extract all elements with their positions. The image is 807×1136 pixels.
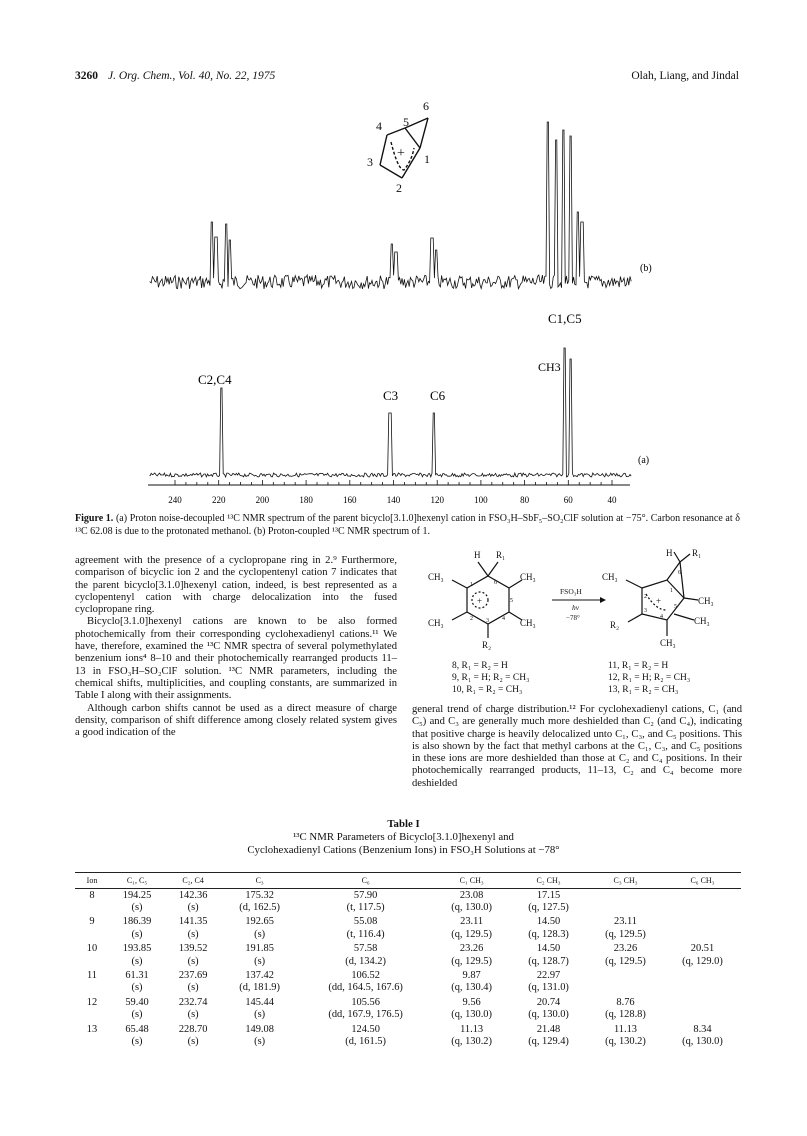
peak-label-c2c4: C2,C4 [198,372,232,387]
def-11: 11, R₁ = R₂ = H [608,661,669,671]
table-cell: 194.25 [122,889,152,901]
table-row [75,941,741,955]
ppm-axis-ticks [168,480,617,505]
peak-label-c1c5: C1,C5 [548,311,582,326]
table-cell [75,982,109,994]
spectrum-a-label: (a) [638,455,650,466]
figure-1 [0,0,807,560]
table-cell [664,982,741,994]
table-cell: 14.50 [536,916,561,928]
table-header-cell: C₂, C4 [165,873,221,889]
table-cell: (q, 128.3) [528,928,569,940]
table-row [75,982,741,994]
arrow-temperature: −78° [566,614,580,622]
journal-citation: J. Org. Chem., Vol. 40, No. 22, 1975 [108,70,276,82]
svg-text:4: 4 [502,616,505,622]
table-cell [75,1035,109,1047]
nmr-parameters-table [75,872,741,1048]
svg-text:5: 5 [510,598,513,604]
table-row [75,1009,741,1021]
table-cell [664,967,741,981]
axis-tick-label: 100 [474,495,488,505]
table-cell: 11.13 [460,1023,484,1035]
table-row [75,1035,741,1047]
svg-text:R₂: R₂ [482,640,492,650]
table-cell: 193.85 [122,943,152,955]
table-cell: (q, 129.0) [682,955,723,967]
bicyclohexenyl-product [626,552,698,636]
table-cell: 149.08 [245,1023,274,1035]
table-cell: 228.70 [178,1023,208,1035]
table-cell: (d, 162.5) [239,902,280,914]
table-cell: 106.52 [351,970,380,982]
table-cell: (dd, 167.9, 176.5) [328,1009,403,1021]
table-cell: (q, 130.0) [528,1009,569,1021]
table-cell: (q, 130.4) [451,982,492,994]
table-row [75,889,741,902]
table-cell: 9 [89,916,95,928]
paragraph-1: agreement with the presence of a cyclopropane ring in 2.⁹ Furthermore, comparison of bicyclic ion 2 and the cyclopentenyl cation 7 indicates that the parent bicyclo[3.1.0]hexenyl cation, indeed, is best represented as a cyclopentenyl cation with charge delocalization into the fused cyclopropane ring. [75,555,397,616]
table-row [75,955,741,967]
axis-tick-label: 220 [211,495,226,505]
table-cell: 14.50 [536,943,561,955]
table-cell: (t, 117.5) [346,902,385,914]
page-number: 3260 [75,70,98,82]
table-cell: 55.08 [353,916,378,928]
table-cell: (s) [131,1009,143,1021]
table-cell: 9.87 [462,970,481,982]
spectrum-b-trace [150,122,631,289]
svg-text:H: H [474,550,481,560]
table-cell: 232.74 [178,996,208,1008]
svg-text:3: 3 [644,608,647,614]
svg-text:CH₃: CH₃ [602,572,618,582]
table-header-cell: C₁ CH₃ [433,873,510,889]
table-cell: (d, 181.9) [239,982,280,994]
table-cell [664,914,741,928]
svg-text:CH₃: CH₃ [520,618,536,628]
table-cell [664,901,741,913]
peak-label-c6: C6 [430,388,446,403]
table-cell: 23.08 [459,889,484,901]
svg-text:CH₃: CH₃ [660,638,676,648]
table-cell: (q, 128.7) [528,955,569,967]
table-cell: (q, 130.0) [451,902,492,914]
table-cell: (q, 131.0) [528,982,569,994]
table-cell: 139.52 [178,943,208,955]
table-row [75,967,741,981]
table-cell: 10 [86,943,98,955]
table-cell: (s) [131,982,143,994]
svg-text:2: 2 [470,616,473,622]
table-cell: 191.85 [245,943,274,955]
svg-text:CH₃: CH₃ [698,596,714,606]
table-cell: 186.39 [122,916,152,928]
right-column-text [412,704,742,790]
svg-text:R₁: R₁ [496,550,506,560]
table-cell: (s) [131,1035,143,1047]
arrow-reagent: FSO₃H [560,587,582,596]
table-cell: 175.32 [245,889,274,901]
svg-text:5: 5 [674,604,677,610]
structure-label-2: 2 [396,181,402,195]
axis-tick-label: 140 [386,495,401,505]
svg-text:+: + [477,596,483,606]
table-cell [664,1009,741,1021]
table-cell: (s) [187,902,199,914]
axis-tick-label: 80 [520,495,530,505]
structure-label-1: 1 [424,152,430,166]
table-header-cell: C₆ CH₃ [664,873,741,889]
structure-label-6: 6 [423,99,429,113]
table-cell: (s) [254,1035,266,1047]
structure-label-5: 5 [403,115,409,129]
product-labels [602,548,714,648]
table-cell: (s) [254,928,266,940]
svg-text:CH₃: CH₃ [428,572,444,582]
table-cell: (s) [131,928,143,940]
table-cell [587,982,664,994]
spectrum-b-label: (b) [640,263,652,274]
table-cell: 57.90 [353,889,378,901]
table-cell: 23.26 [459,943,484,955]
svg-text:1: 1 [470,582,473,588]
table-row [75,994,741,1008]
table-cell: (s) [131,902,143,914]
paragraph-2: Bicyclo[3.1.0]hexenyl cations are known to be also formed photochemically from their corresponding cyclohexadienyl cations.¹¹ We have, therefore, examined the ¹³C NMR spectra of several polymethylated benzenium ions⁴ 8–10 and their photochemically rearranged products 11–13 in FSO₃H–SO₂ClF solution. ¹³C NMR parameters, including the chemical shifts, multiplicities, and coupling constants, are summarized in Table I along with their assignments. [75,616,397,702]
table-cell: 59.40 [125,996,149,1008]
table-cell: (q, 128.8) [605,1009,646,1021]
table-cell: (s) [254,955,266,967]
table-cell: 20.74 [536,996,561,1008]
table-header-cell: C₃ [221,873,298,889]
svg-text:1: 1 [670,588,673,594]
axis-tick-label: 240 [168,495,182,505]
table-cell: 141.35 [178,916,208,928]
table-cell: 23.11 [460,916,484,928]
table-header-cell: C₁, C₅ [109,873,165,889]
axis-tick-label: 180 [299,495,313,505]
table-cell: 8 [89,889,95,901]
table-cell [664,928,741,940]
axis-tick-label: 120 [430,495,444,505]
svg-text:2: 2 [644,594,647,600]
structure-plus: + [397,146,405,161]
table-cell [664,994,741,1008]
axis-tick-label: 200 [255,495,270,505]
table-cell: (q, 130.0) [451,1009,492,1021]
table-cell: 237.69 [178,970,208,982]
arrow-light: hν [572,603,580,612]
table-cell: 13 [86,1023,98,1035]
table-cell [587,967,664,981]
table-row [75,1021,741,1035]
structure-label-4: 4 [376,119,382,133]
table-cell [587,901,664,913]
axis-tick-label: 60 [563,495,573,505]
table-cell [75,955,109,967]
table-cell: (s) [187,928,199,940]
table-cell: 23.26 [613,943,638,955]
running-authors: Olah, Liang, and Jindal [631,70,739,82]
svg-text:4: 4 [660,614,663,620]
table-cell: 9.56 [462,996,481,1008]
table-row [75,914,741,928]
axis-tick-label: 160 [343,495,357,505]
table-cell: (t, 116.4) [346,928,385,940]
svg-text:6: 6 [678,570,681,576]
table-cell: 137.42 [245,970,274,982]
def-9: 9, R₁ = H; R₂ = CH₃ [452,673,530,683]
table-header-cell: C₂ CH₃ [510,873,587,889]
def-13: 13, R₁ = R₂ = CH₃ [608,685,679,695]
table-cell: 65.48 [125,1023,149,1035]
table-cell [587,889,664,902]
table-cell: (s) [187,1009,199,1021]
table-cell: 20.51 [690,943,715,955]
table-cell: 12 [86,996,98,1008]
benzenium-labels [428,550,536,650]
svg-text:+: + [656,596,662,606]
peak-label-c3: C3 [383,388,399,403]
svg-text:CH₃: CH₃ [428,618,444,628]
table-cell: 8.76 [616,996,635,1008]
svg-text:6: 6 [494,580,497,586]
table-cell: 105.56 [351,996,380,1008]
reaction-scheme [412,548,742,696]
table-cell: 21.48 [536,1023,561,1035]
table-label: Table I [387,818,420,830]
table-header-cell: C₃ CH₃ [587,873,664,889]
table-cell [75,928,109,940]
table-header-cell: C₆ [298,873,433,889]
table-cell: 192.65 [245,916,274,928]
table-cell: (q, 129.5) [451,928,492,940]
def-8: 8, R₁ = R₂ = H [452,661,508,671]
def-10: 10, R₁ = R₂ = CH₃ [452,685,523,695]
right-paragraph: general trend of charge distribution.¹² For cyclohexadienyl cations, C₁ (and C₅) and C₃ are generally much more deshielded than C₂ (and C₄), indicating that positive charge is heavily delocalized unto C₁, C₃, and C₅ positions. This is also shown by the fact that methyl carbons at the C₁, C₃, and C₅ positions in these ions are more deshielded than those at C₂ and C₄ positions. In their photochemically rearranged products, 11–13, C₂ and C₄ become more deshielded [412,704,742,789]
table-cell [664,889,741,902]
svg-text:R₁: R₁ [692,548,702,558]
table-cell: (q, 129.4) [528,1035,569,1047]
svg-text:H: H [666,548,673,558]
table-cell: 142.36 [178,889,208,901]
table-title-line-2: Cyclohexadienyl Cations (Benzenium Ions) in FSO₃H Solutions at −78° [247,844,560,856]
table-cell: (q, 130.0) [682,1035,723,1047]
table-cell: (dd, 164.5, 167.6) [328,982,403,994]
table-cell: (q, 129.5) [451,955,492,967]
table-cell: (q, 130.2) [451,1035,492,1047]
table-cell: 23.11 [614,916,637,928]
table-cell: (q, 127.5) [528,902,569,914]
table-cell: (s) [254,1009,266,1021]
table-cell: (d, 161.5) [345,1035,386,1047]
table-header-cell: Ion [75,873,109,889]
figure-caption: Figure 1. (a) Proton noise-decoupled ¹³C NMR spectrum of the parent bicyclo[3.1.0]hexenyl cation in FSO₃H–SbF₅–SO₂ClF solution at −75°. Carbon resonance at δ ¹³C 62.08 is due to the protonated methanol. (b) Proton-coupled ¹³C NMR spectrum of 1. [75,513,741,537]
table-row [75,901,741,913]
table-cell: 22.97 [536,970,561,982]
table-cell: (s) [187,982,199,994]
structure-label-3: 3 [367,155,373,169]
table-cell: 8.34 [693,1023,712,1035]
table-cell: 11 [86,970,97,982]
table-cell: (q, 130.2) [605,1035,646,1047]
table-cell [75,1009,109,1021]
table-cell: 17.15 [536,889,561,901]
svg-text:R₂: R₂ [610,620,620,630]
table-header-row [75,873,741,889]
svg-text:3: 3 [486,618,489,624]
table-cell: 145.44 [245,996,274,1008]
table-cell: 11.13 [614,1023,637,1035]
table-cell: 124.50 [351,1023,380,1035]
table-cell: 61.31 [125,970,149,982]
table-row [75,928,741,940]
table-cell: 57.58 [353,943,378,955]
svg-text:CH₃: CH₃ [520,572,536,582]
left-column-text [75,555,397,739]
table-cell [75,901,109,913]
table-cell: (s) [187,1035,199,1047]
paragraph-3: Although carbon shifts cannot be used as a direct measure of charge density, comparison of shift difference among closely related system gives a good indication of the [75,702,397,739]
peak-label-ch3: CH3 [538,360,561,374]
table-cell: (s) [131,955,143,967]
svg-text:CH₃: CH₃ [694,616,710,626]
table-cell: (d, 134.2) [345,955,386,967]
def-12: 12, R₁ = H; R₂ = CH₃ [608,673,691,683]
table-cell: (s) [187,955,199,967]
table-cell: (q, 129.5) [605,955,646,967]
table-title-line-1: ¹³C NMR Parameters of Bicyclo[3.1.0]hexenyl and [293,831,514,843]
axis-tick-label: 40 [607,495,617,505]
compound-definitions [452,661,690,695]
table-cell: (q, 129.5) [605,928,646,940]
